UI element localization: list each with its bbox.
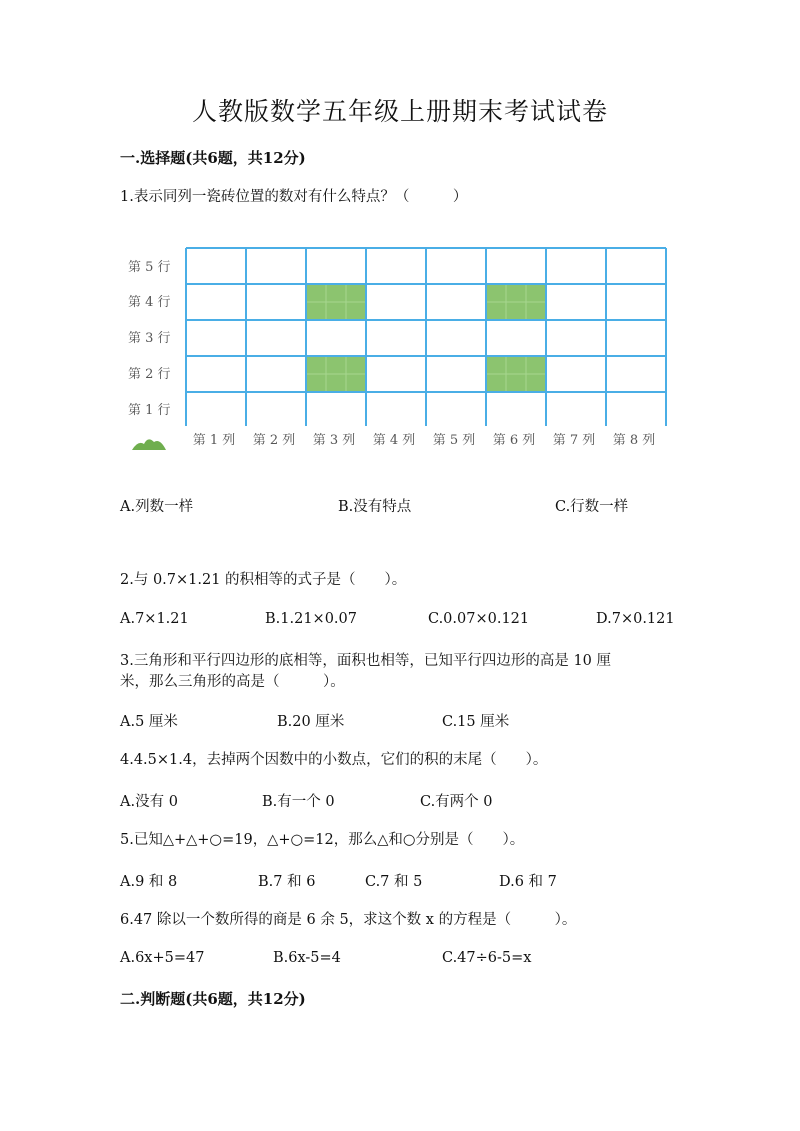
question-2: 2.与 0.7×1.21 的积相等的式子是（ ）。 bbox=[120, 572, 407, 588]
q4-option-a: A.没有 0 bbox=[120, 794, 178, 810]
grass-decoration-icon bbox=[130, 432, 170, 452]
q3-option-c: C.15 厘米 bbox=[442, 714, 510, 730]
q2-option-a: A.7×1.21 bbox=[120, 611, 189, 627]
question-3-line-2: 米，那么三角形的高是（ ）。 bbox=[120, 674, 345, 690]
q4-option-c: C.有两个 0 bbox=[420, 794, 493, 810]
col-label-4: 第 4 列 bbox=[372, 433, 416, 448]
page-title: 人教版数学五年级上册期末考试试卷 bbox=[191, 97, 608, 126]
q6-option-c: C.47÷6-5=x bbox=[442, 950, 532, 966]
col-label-6: 第 6 列 bbox=[492, 433, 536, 448]
row-label-5: 第 5 行 bbox=[128, 260, 171, 275]
col-label-5: 第 5 列 bbox=[432, 433, 476, 448]
q6-option-a: A.6x+5=47 bbox=[120, 950, 205, 966]
col-label-1: 第 1 列 bbox=[192, 433, 236, 448]
row-label-1: 第 1 行 bbox=[128, 403, 171, 418]
question-5: 5.已知△+△+○=19，△+○=12，那么△和○分别是（ ）。 bbox=[120, 832, 525, 848]
question-4: 4.4.5×1.4，去掉两个因数中的小数点，它们的积的末尾（ ）。 bbox=[120, 752, 548, 768]
q3-option-b: B.20 厘米 bbox=[277, 714, 345, 730]
col-label-2: 第 2 列 bbox=[252, 433, 296, 448]
q5-option-a: A.9 和 8 bbox=[120, 874, 178, 890]
row-label-3: 第 3 行 bbox=[128, 331, 171, 346]
q4-option-b: B.有一个 0 bbox=[262, 794, 335, 810]
q3-option-a: A.5 厘米 bbox=[120, 714, 178, 730]
col-label-8: 第 8 列 bbox=[612, 433, 656, 448]
q6-option-b: B.6x-5=4 bbox=[273, 950, 341, 966]
q2-option-d: D.7×0.121 bbox=[596, 611, 675, 627]
question-6: 6.47 除以一个数所得的商是 6 余 5，求这个数 x 的方程是（ ）。 bbox=[120, 912, 577, 928]
section-heading-judgment: 二.判断题(共6题，共12分) bbox=[120, 990, 306, 1008]
question-3-line-1: 3.三角形和平行四边形的底相等，面积也相等，已知平行四边形的高是 10 厘 bbox=[120, 653, 612, 669]
q5-option-c: C.7 和 5 bbox=[365, 874, 423, 890]
tile-grid bbox=[184, 246, 724, 426]
q5-option-b: B.7 和 6 bbox=[258, 874, 316, 890]
row-label-2: 第 2 行 bbox=[128, 367, 171, 382]
q5-option-d: D.6 和 7 bbox=[499, 874, 557, 890]
q1-option-a: A.列数一样 bbox=[120, 499, 194, 515]
col-label-3: 第 3 列 bbox=[312, 433, 356, 448]
q2-option-c: C.0.07×0.121 bbox=[428, 611, 530, 627]
col-label-7: 第 7 列 bbox=[552, 433, 596, 448]
section-heading-choice: 一.选择题(共6题，共12分) bbox=[120, 149, 306, 167]
row-label-4: 第 4 行 bbox=[128, 295, 171, 310]
question-1: 1.表示同列一瓷砖位置的数对有什么特点？（ ） bbox=[120, 189, 468, 205]
q1-option-b: B.没有特点 bbox=[338, 499, 412, 515]
q1-option-c: C.行数一样 bbox=[555, 499, 629, 515]
q2-option-b: B.1.21×0.07 bbox=[265, 611, 357, 627]
